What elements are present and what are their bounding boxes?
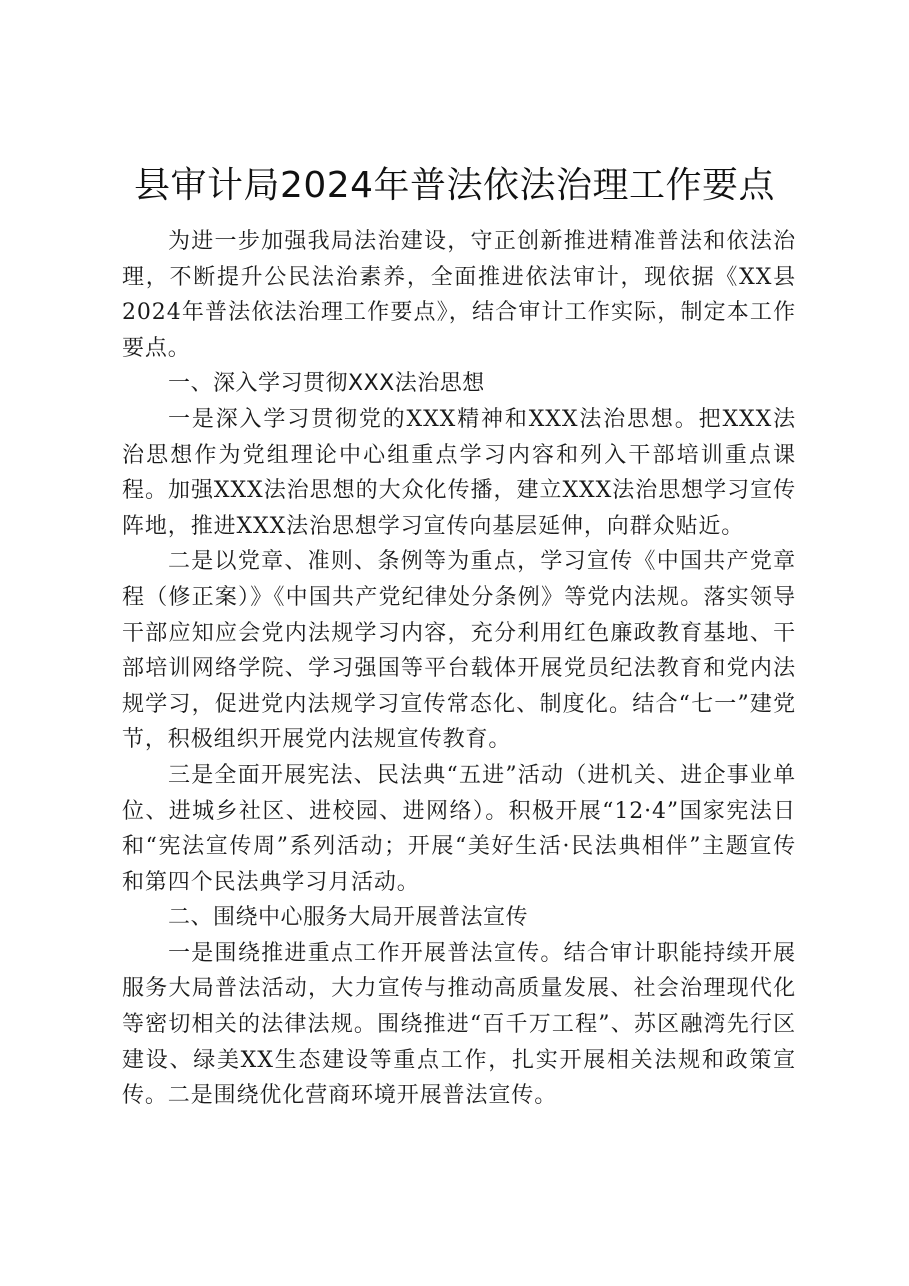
section-2-heading: 二、围绕中心服务大局开展普法宣传: [168, 905, 529, 931]
section-1-heading: 一、深入学习贯彻XXX法治思想: [168, 371, 485, 397]
document-body: [122, 224, 796, 1114]
section-1-paragraph-2: 二是以党章、准则、条例等为重点，学习宣传《中国共产党章程（修正案）》《中国共产党纪律处分条例》等党内法规。落实领导干部应知应会党内法规学习内容，充分利用红色廉政教育基地、干部培训网络学院、学习强国等平台载体开展党员纪法教育和党内法规学习，促进党内法规学习宣传常态化、制度化。结合“七一”建党节，积极组织开展党内法规宣传教育。: [122, 549, 796, 753]
section-2-paragraph-1: 一是围绕推进重点工作开展普法宣传。结合审计职能持续开展服务大局普法活动，大力宣传与推动高质量发展、社会治理现代化等密切相关的法律法规。围绕推进“百千万工程”、苏区融湾先行区建设、绿美XX生态建设等重点工作，扎实开展相关法规和政策宣传。二是围绕优化营商环境开展普法宣传。: [122, 940, 796, 1109]
section-1-paragraph-3: 三是全面开展宪法、民法典“五进”活动（进机关、进企事业单位、进城乡社区、进校园、进网络）。积极开展“12·4”国家宪法日和“宪法宣传周”系列活动；开展“美好生活·民法典相伴”主题宣传和第四个民法典学习月活动。: [122, 762, 796, 895]
section-1-paragraph-1: 一是深入学习贯彻党的XXX精神和XXX法治思想。把XXX法治思想作为党组理论中心组重点学习内容和列入干部培训重点课程。加强XXX法治思想的大众化传播，建立XXX法治思想学习宣传阵地，推进XXX法治思想学习宣传向基层延伸，向群众贴近。: [122, 406, 796, 539]
intro-paragraph: 为进一步加强我局法治建设，守正创新推进精准普法和依法治理，不断提升公民法治素养，全面推进依法审计，现依据《XX县2024年普法依法治理工作要点》，结合审计工作实际，制定本工作要点。: [122, 229, 796, 361]
document-title: 县审计局2024年普法依法治理工作要点: [133, 165, 776, 206]
